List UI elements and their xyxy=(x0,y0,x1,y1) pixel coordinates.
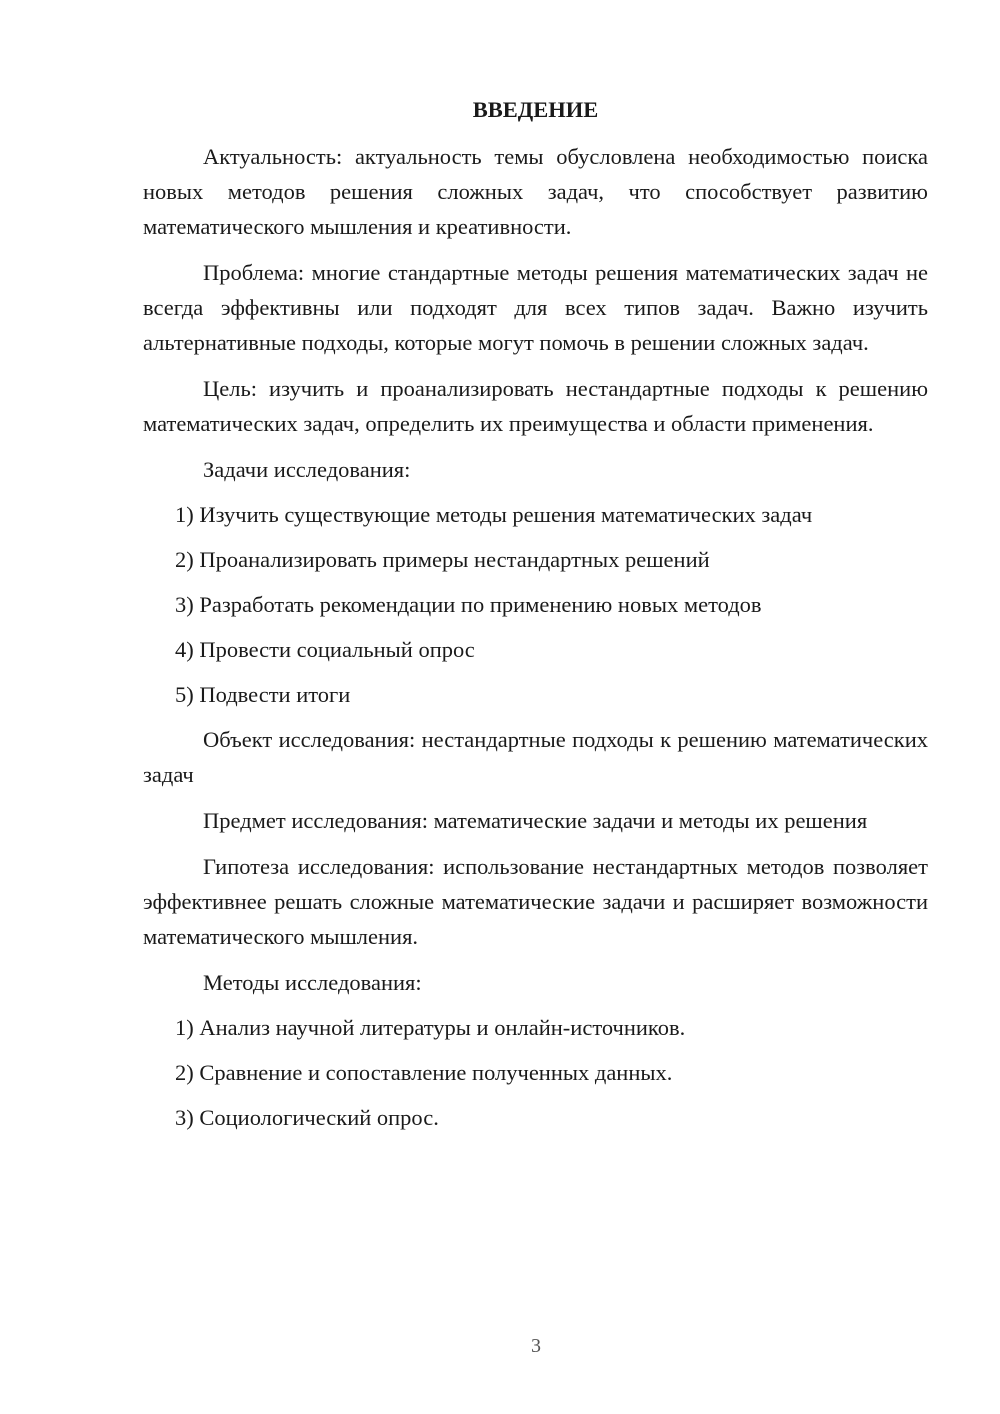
list-item: 2) Сравнение и сопоставление полученных данных. xyxy=(175,1060,673,1085)
list-item: 1) Изучить существующие методы решения математических задач xyxy=(175,502,813,527)
object-paragraph: Объект исследования: нестандартные подходы к решению математических задач xyxy=(143,727,928,787)
list-item: 4) Провести социальный опрос xyxy=(175,637,475,662)
list-item: 1) Анализ научной литературы и онлайн-источников. xyxy=(175,1015,686,1040)
goal-paragraph: Цель: изучить и проанализировать нестандартные подходы к решению математических задач, определить их преимущества и области применения. xyxy=(143,376,928,436)
problem-paragraph: Проблема: многие стандартные методы решения математических задач не всегда эффективны или подходят для всех типов задач. Важно изучить альтернативные подходы, которые могут помочь в решении сложных задач. xyxy=(143,260,928,355)
page-number: 3 xyxy=(531,1335,541,1357)
subject-paragraph: Предмет исследования: математические задачи и методы их решения xyxy=(203,808,868,833)
list-item: 3) Разработать рекомендации по применению новых методов xyxy=(175,592,762,617)
tasks-heading: Задачи исследования: xyxy=(203,457,411,482)
relevance-paragraph: Актуальность: актуальность темы обусловлена необходимостью поиска новых методов решения сложных задач, что способствует развитию математического мышления и креативности. xyxy=(143,144,928,239)
list-item: 2) Проанализировать примеры нестандартных решений xyxy=(175,547,710,572)
hypothesis-paragraph: Гипотеза исследования: использование нестандартных методов позволяет эффективнее решать сложные математические задачи и расширяет возможности математического мышления. xyxy=(143,854,928,949)
section-title: ВВЕДЕНИЕ xyxy=(472,97,599,122)
list-item: 3) Социологический опрос. xyxy=(175,1105,439,1130)
tasks-list xyxy=(143,497,928,712)
list-item: 5) Подвести итоги xyxy=(175,682,351,707)
methods-heading: Методы исследования: xyxy=(203,970,422,995)
page-content xyxy=(143,92,928,1145)
methods-list xyxy=(143,1010,928,1135)
